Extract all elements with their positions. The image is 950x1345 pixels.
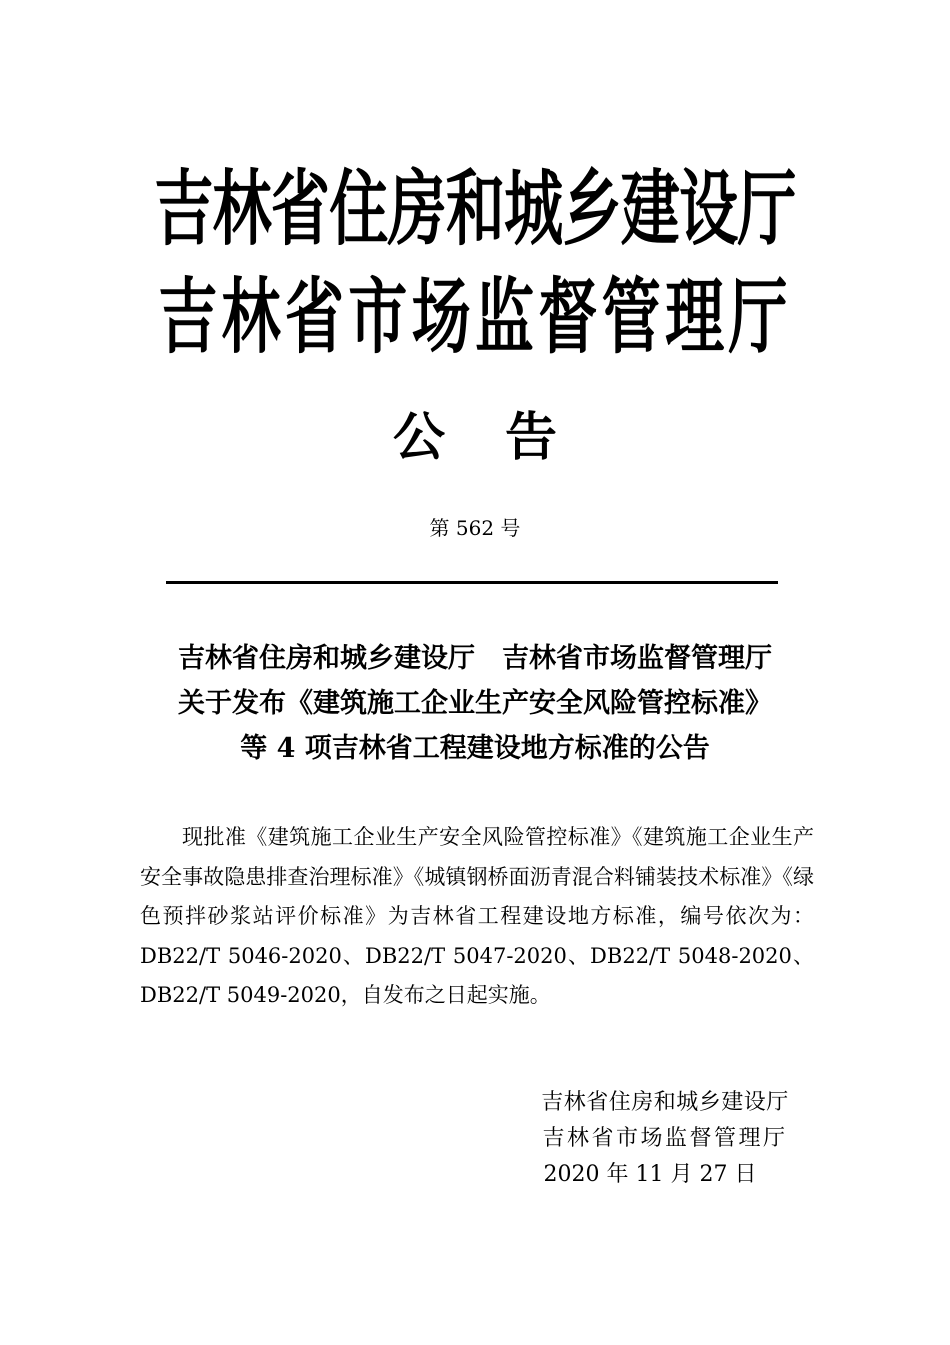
notice-title: 公告 [392, 407, 617, 468]
signature-date: 2020 年 11 月 27 日 [543, 1162, 757, 1187]
subject-line-3: 等 4 项吉林省工程建设地方标准的公告 [240, 733, 710, 764]
subject-line-2: 关于发布《建筑施工企业生产安全风险管控标准》 [178, 688, 772, 719]
issuing-org-1: 吉林省住房和城乡建设厅 [154, 162, 796, 257]
issuing-org-2: 吉林省市场监督管理厅 [158, 270, 792, 365]
notice-subject [0, 636, 950, 771]
header-divider [166, 581, 778, 584]
signature-block [500, 1085, 830, 1193]
body-paragraph: 现批准《建筑施工企业生产安全风险管控标准》《建筑施工企业生产安全事故隐患排查治理标准》《城镇钢桥面沥青混合料铺装技术标准》《绿色预拌砂浆站评价标准》为吉林省工程建设地方标准，编号依次为：DB22/T 5046-2020、DB22/T 5047-2020、DB22/T 5048-2020、DB22/T 5049-2020，自发布之日起实施。 [140, 825, 814, 1007]
signature-org-1: 吉林省住房和城乡建设厅 [541, 1090, 789, 1115]
subject-line-1: 吉林省住房和城乡建设厅 吉林省市场监督管理厅 [178, 643, 772, 674]
signature-org-2: 吉林省市场监督管理厅 [542, 1126, 788, 1151]
document-number: 第 562 号 [429, 516, 521, 540]
